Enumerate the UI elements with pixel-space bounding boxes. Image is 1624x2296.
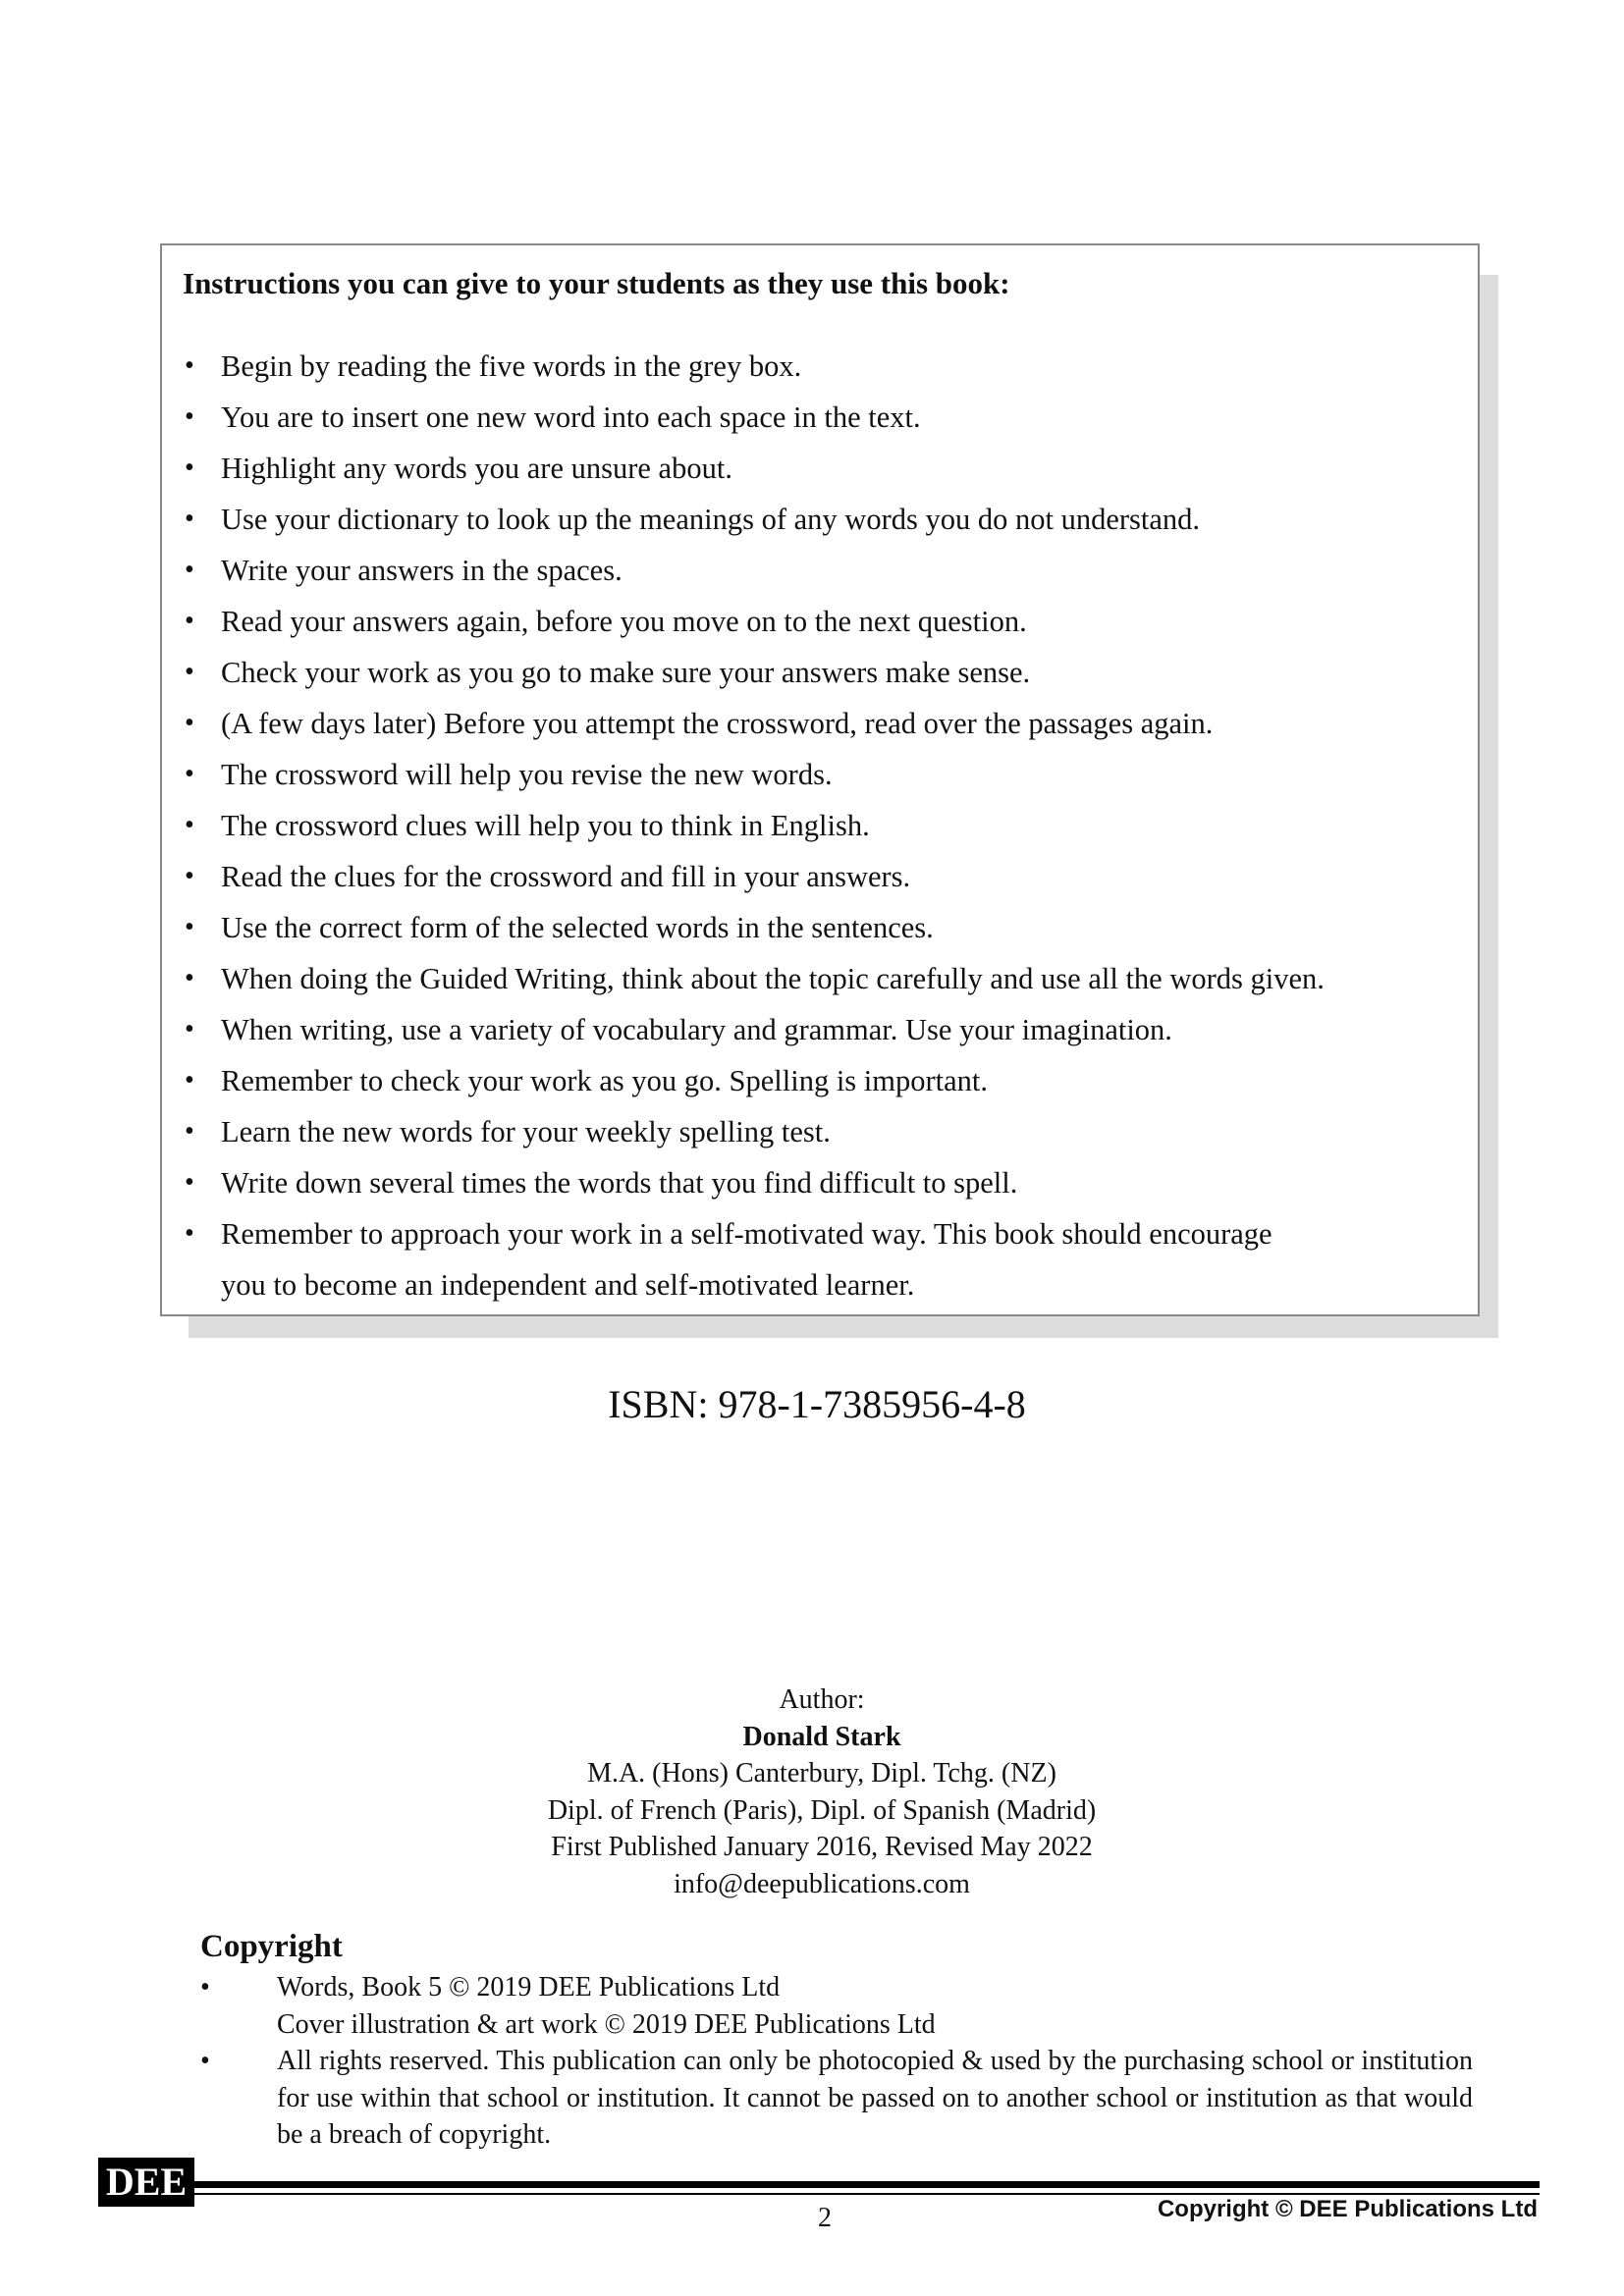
instruction-item: • Use the correct form of the selected words in the sentences. — [183, 902, 1458, 953]
instruction-item: • Highlight any words you are unsure about. — [183, 443, 1458, 494]
instruction-item: • You are to insert one new word into each space in the text. — [183, 392, 1458, 443]
instruction-item: • Use your dictionary to look up the meanings of any words you do not understand. — [183, 494, 1458, 545]
author-qualifications-2: Dipl. of French (Paris), Dipl. of Spanish (Madrid) — [547, 1794, 1097, 1826]
instruction-item: • The crossword clues will help you to think in English. — [183, 800, 1458, 851]
author-qualifications-1: M.A. (Hons) Canterbury, Dipl. Tchg. (NZ) — [587, 1758, 1056, 1789]
copyright-item-line: Words, Book 5 © 2019 DEE Publications Ltd — [277, 1972, 781, 2002]
author-name: Donald Stark — [742, 1721, 901, 1752]
instruction-item: • Write your answers in the spaces. — [183, 545, 1458, 596]
copyright-item — [196, 2043, 1473, 2154]
instructions-box — [160, 243, 1480, 1316]
instruction-item: • (A few days later) Before you attempt the crossword, read over the passages again. — [183, 698, 1458, 749]
instruction-item: • Check your work as you go to make sure your answers make sense. — [183, 647, 1458, 698]
instruction-item: • Learn the new words for your weekly spelling test. — [183, 1106, 1458, 1157]
instructions-title: Instructions you can give to your students as they use this book: — [183, 266, 1010, 300]
page-number: 2 — [818, 2203, 832, 2233]
instruction-item: • Write down several times the words that you find difficult to spell. — [183, 1157, 1458, 1208]
copyright-item-text: All rights reserved. This publication can only be photocopied & used by the purchasing school or institution for use within that school or institution. It cannot be passed on to another school or institution as that would be a breach of copyright. — [277, 2046, 1473, 2150]
footer-rule-thick — [194, 2181, 1540, 2188]
instruction-item: • When writing, use a variety of vocabulary and grammar. Use your imagination. — [183, 1004, 1458, 1055]
bullet-icon: • — [200, 2046, 210, 2076]
publication-info: First Published January 2016, Revised May 2022 — [551, 1832, 1093, 1862]
instruction-item: • The crossword will help you revise the new words. — [183, 749, 1458, 800]
instruction-item: • Read the clues for the crossword and fill in your answers. — [183, 851, 1458, 902]
author-block — [0, 1682, 1624, 1902]
instruction-last-line-1: Remember to approach your work in a self-motivated way. This book should encourage — [221, 1217, 1272, 1251]
instruction-item: • When doing the Guided Writing, think about the topic carefully and use all the words given. — [183, 953, 1458, 1004]
bullet-icon: • — [200, 1972, 210, 2002]
instruction-last-line-2: you to become an independent and self-motivated learner. — [221, 1268, 915, 1302]
author-label: Author: — [779, 1684, 865, 1715]
dee-logo: DEE — [98, 2158, 194, 2207]
instruction-item: • Begin by reading the five words in the grey box. — [183, 341, 1458, 392]
instructions-list — [183, 341, 1458, 1310]
copyright-item-line: Cover illustration & art work © 2019 DEE Publications Ltd — [277, 2008, 936, 2040]
copyright-title: Copyright — [200, 1929, 343, 1964]
instruction-item: • Remember to check your work as you go. Spelling is important. — [183, 1055, 1458, 1106]
author-email: info@deepublications.com — [674, 1868, 970, 1899]
instruction-item: • Read your answers again, before you move on to the next question. — [183, 596, 1458, 647]
footer-copyright: Copyright © DEE Publications Ltd — [1157, 2196, 1538, 2222]
copyright-list — [196, 1969, 1473, 2154]
instruction-item-last — [183, 1208, 1458, 1310]
isbn: ISBN: 978-1-7385956-4-8 — [608, 1382, 1026, 1426]
copyright-item — [196, 1969, 1473, 2043]
